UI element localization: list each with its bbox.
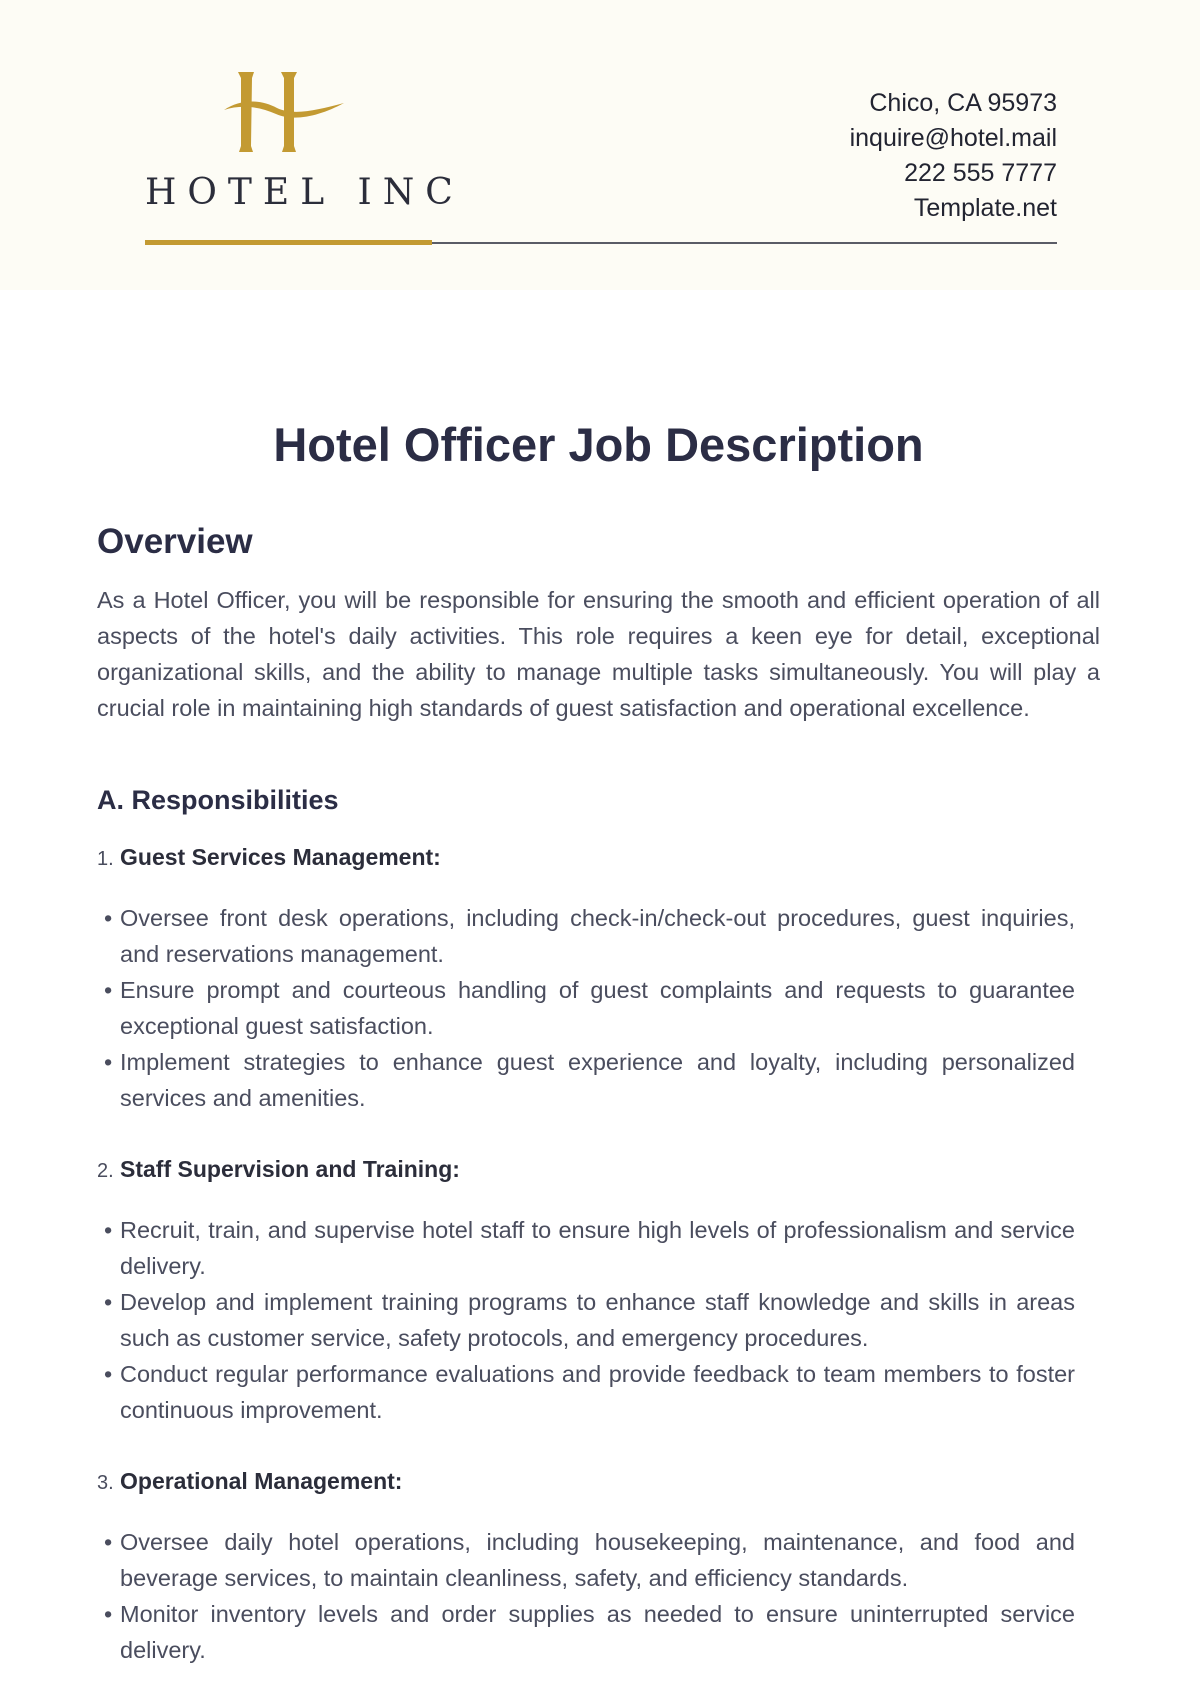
bullet-icon: • (104, 977, 113, 1003)
overview-paragraph: As a Hotel Officer, you will be responsible for ensuring the smooth and efficient operation of all aspects of the hotel's daily activities. This role requires a keen eye for detail, exceptional organizational skills, and the ability to manage multiple tasks simultaneously. You will play a crucial role in maintaining high standards of guest satisfaction and operational excellence. (97, 587, 1100, 721)
list-item-text: Oversee daily hotel operations, including housekeeping, maintenance, and food and beverage services, to maintain cleanliness, safety, and efficiency standards. (120, 1529, 1075, 1591)
bullet-list (97, 1212, 1075, 1428)
contact-website[interactable]: Template.net (913, 194, 1057, 222)
header-accent-bar (145, 240, 432, 245)
contact-address: Chico, CA 95973 (869, 89, 1057, 117)
list-item (97, 972, 1075, 1044)
responsibility-item-heading (97, 840, 1100, 876)
bullet-list (97, 1524, 1075, 1668)
list-item (97, 1524, 1075, 1596)
list-item-text: Monitor inventory levels and order supplies as needed to ensure uninterrupted service delivery. (120, 1601, 1075, 1663)
list-item (97, 1284, 1075, 1356)
overview-heading: Overview (97, 522, 253, 561)
list-item-text: Oversee front desk operations, including check-in/check-out procedures, guest inquiries, and reservations management. (120, 905, 1075, 967)
item-number: 1. (97, 848, 114, 870)
bullet-icon: • (104, 1361, 113, 1387)
list-item (97, 1356, 1075, 1428)
responsibility-item-heading (97, 1152, 1100, 1188)
bullet-icon: • (104, 905, 113, 931)
letterhead (0, 0, 1200, 290)
responsibility-item-heading (97, 1464, 1100, 1500)
list-item-text: Conduct regular performance evaluations and provide feedback to team members to foster continuous improvement. (120, 1361, 1075, 1423)
company-name: HOTEL INC (145, 172, 464, 213)
item-title: Operational Management: (120, 1468, 403, 1494)
document-body (97, 412, 1100, 1701)
list-item-text: Implement strategies to enhance guest experience and loyalty, including personalized services and amenities. (120, 1049, 1075, 1111)
bullet-icon: • (104, 1049, 113, 1075)
list-item (97, 1044, 1075, 1116)
list-item (97, 1212, 1075, 1284)
bullet-icon: • (104, 1289, 113, 1315)
contact-block (850, 86, 1057, 226)
item-title: Staff Supervision and Training: (120, 1156, 460, 1182)
bullet-icon: • (104, 1529, 113, 1555)
responsibilities-heading: A. Responsibilities (97, 785, 339, 815)
contact-phone: 222 555 7777 (904, 159, 1057, 187)
list-item (97, 1596, 1075, 1668)
bullet-icon: • (104, 1217, 113, 1243)
contact-email[interactable]: inquire@hotel.mail (849, 124, 1057, 152)
list-item-text: Ensure prompt and courteous handling of guest complaints and requests to guarantee exceptional guest satisfaction. (120, 977, 1075, 1039)
hotel-logo-icon (222, 70, 346, 160)
page-title: Hotel Officer Job Description (273, 418, 924, 471)
bullet-list (97, 900, 1075, 1116)
list-item-text: Develop and implement training programs to enhance staff knowledge and skills in areas such as customer service, safety protocols, and emergency procedures. (120, 1289, 1075, 1351)
bullet-icon: • (104, 1601, 113, 1627)
item-number: 3. (97, 1472, 114, 1494)
item-title: Guest Services Management: (120, 844, 441, 870)
list-item (97, 900, 1075, 972)
list-item-text: Recruit, train, and supervise hotel staff to ensure high levels of professionalism and service delivery. (120, 1217, 1075, 1279)
item-number: 2. (97, 1160, 114, 1182)
